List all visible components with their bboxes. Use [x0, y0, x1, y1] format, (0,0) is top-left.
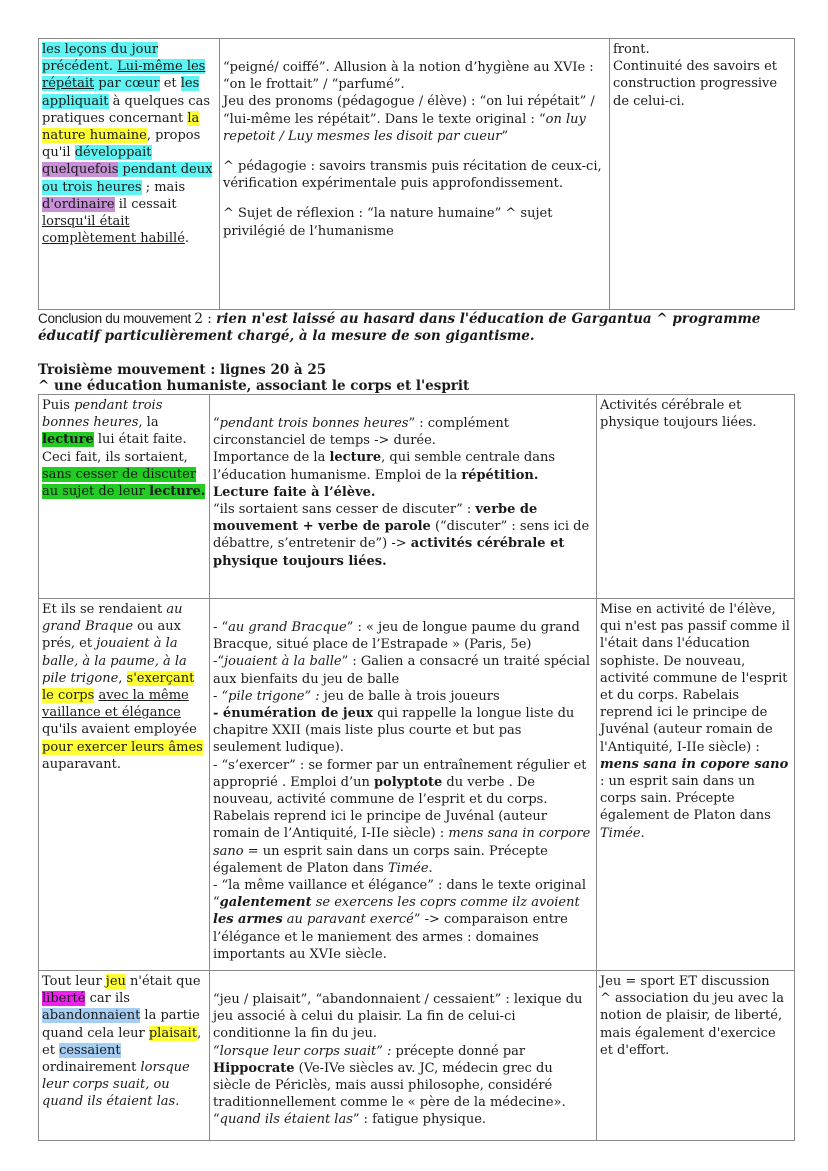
analysis-paragraph: “pendant trois bonnes heures” : complément circonstanciel de temps -> durée.	[213, 416, 509, 449]
document-page	[38, 38, 794, 1141]
analysis-paragraph: -“jouaient à la balle” : Galien a consacré un traité spécial aux bienfaits du jeu de balle	[213, 654, 590, 687]
movement-conclusion	[38, 311, 794, 344]
interpretation-cell: Mise en activité de l'élève, qui n'est pas passif comme il l'était dans l'éducation sophiste. De nouveau, activité commune de l'esprit et du corps. Rabelais reprend ici le principe de Juvénal (auteur romain de l'Antiquité, I-IIe siècle) : mens sana in copore sano : un esprit sain dans un corps sain. Précepte également de Platon dans Timée.	[597, 599, 795, 971]
table-row	[39, 599, 795, 971]
interpretation-text: ^ association du jeu avec la notion de plaisir, de liberté, mais également d'exercice et d'effort.	[600, 991, 785, 1058]
interpretation-text: front.	[613, 42, 650, 57]
text-segment: et	[159, 76, 181, 92]
analysis-paragraph: Importance de la lecture, qui semble centrale dans l’éducation humanisme. Emploi de la répétition. Lecture faite à l’élève.	[213, 450, 556, 500]
text-segment: la nature humaine	[42, 110, 200, 144]
section-subtitle: ^ une éducation humaniste, associant le corps et l'esprit	[38, 377, 470, 394]
text-segment: développait	[74, 145, 152, 161]
interpretation-cell	[610, 39, 795, 310]
interpretation-text: Continuité des savoirs et construction progressive de celui-ci.	[613, 59, 778, 109]
text-segment: il cessait	[114, 196, 177, 212]
analysis-cell	[210, 395, 597, 599]
interpretation-text: Jeu = sport ET discussion	[600, 974, 770, 989]
analysis-paragraph: Jeu des pronoms (pédagogue / élève) : “on lui répétait” / “lui-même les répétait”. Dans le texte original : “on luy repetoit / Luy mesmes les disoit par cueur”	[223, 94, 595, 144]
text-excerpt-cell	[39, 39, 220, 310]
text-segment: Lui-même les répétait	[42, 59, 206, 92]
analysis-table-movement-2	[38, 38, 795, 310]
conclusion-text: rien n'est laissé au hasard dans l'éducation de Gargantua ^ programme éducatif particulièrement chargé, à la mesure de son gigantisme.	[38, 311, 761, 344]
analysis-paragraph: “lorsque leur corps suait” : précepte donné par Hippocrate (Ve-IVe siècles av. JC, médecin grec du siècle de Périclès, mais aussi philosophe, considéré traditionnellement comme le « père de la médecine».	[213, 1043, 566, 1111]
analysis-cell	[210, 599, 597, 971]
analysis-paragraph: “peigné/ coiffé”. Allusion à la notion d’hygiène au XVIe : “on le frottait” / “parfumé”.	[223, 60, 594, 93]
text-segment: , propos qu'il	[42, 128, 201, 161]
analysis-paragraph: - “au grand Bracque” : « jeu de longue paume du grand Bracque, situé place de l’Estrapade » (Paris, 5e)	[213, 620, 580, 653]
section-title: Troisième mouvement : lignes 20 à 25	[38, 362, 327, 378]
text-excerpt-cell: Puis pendant trois bonnes heures, la lecture lui était faite. Ceci fait, ils sortaient, sans cesser de discuter au sujet de leur lecture.	[39, 395, 210, 599]
analysis-paragraph: - “s’exercer” : se former par un entraînement régulier et approprié . Emploi d’un polyptote du verbe . De nouveau, activité commune de l’esprit et du corps. Rabelais reprend ici le principe de Juvénal (auteur romain de l’Antiquité, I-IIe siècle) : mens sana in corpore sano = un esprit sain dans un corps sain. Précepte également de Platon dans Timée.	[213, 757, 591, 876]
analysis-paragraph: - énumération de jeux qui rappelle la longue liste du chapitre XXII (mais liste plus courte et but pas seulement ludique).	[213, 706, 575, 756]
text-segment: ; mais	[141, 179, 186, 195]
text-segment: pendant deux ou trois heures	[42, 162, 213, 195]
analysis-paragraph: - “la même vaillance et élégance” : dans le texte original “galentement se exercens les coprs comme ilz avoient les armes au paravant exercé” -> comparaison entre l’élégance et le maniement des armes : domaines importants au XVIe siècle.	[213, 878, 586, 962]
text-segment: d'ordinaire	[42, 196, 115, 212]
text-segment: les leçons du jour précédent.	[42, 42, 159, 75]
analysis-paragraph: ^ pédagogie : savoirs transmis puis récitation de ceux-ci, vérification expérimentale puis approfondissement.	[223, 159, 602, 192]
conclusion-label: Conclusion du mouvement	[38, 311, 195, 326]
text-segment: à quelques cas pratiques concernant	[42, 93, 211, 126]
analysis-paragraph: “jeu / plaisait”, “abandonnaient / cessaient” : lexique du jeu associé à celui du plaisir. La fin de celui-ci conditionne la fin du jeu.	[213, 992, 583, 1042]
conclusion-number: 2 :	[194, 311, 217, 327]
table-row	[39, 39, 795, 310]
table-row	[39, 971, 795, 1141]
analysis-cell	[220, 39, 610, 310]
text-segment: par cœur	[94, 76, 160, 92]
analysis-paragraph: “ils sortaient sans cesser de discuter” : verbe de mouvement + verbe de parole (“discuter” : sens ici de débattre, s’entretenir de”) -> activités cérébrale et physique toujours liées.	[213, 502, 590, 569]
text-segment: les appliquait	[42, 76, 200, 109]
text-excerpt-cell: Et ils se rendaient au grand Braque ou aux prés, et jouaient à la balle, à la paume, à la pile trigone, s'exerçant le corps avec la même vaillance et élégance qu'ils avaient employée pour exercer leurs âmes auparavant.	[39, 599, 210, 971]
text-segment: .	[184, 231, 190, 247]
interpretation-cell: Activités cérébrale et physique toujours liées.	[597, 395, 795, 599]
analysis-paragraph: ^ Sujet de réflexion : “la nature humaine” ^ sujet privilégié de l’humanisme	[223, 206, 553, 239]
analysis-paragraph: “quand ils étaient las” : fatigue physique.	[213, 1112, 487, 1128]
section-heading	[38, 363, 794, 394]
interpretation-cell	[597, 971, 795, 1141]
analysis-paragraph: - “pile trigone” : jeu de balle à trois joueurs	[213, 688, 500, 704]
table-row	[39, 395, 795, 599]
analysis-table-movement-3	[38, 394, 795, 1141]
text-excerpt-cell: Tout leur jeu n'était que liberté car ils abandonnaient la partie quand cela leur plaisait, et cessaient ordinairement lorsque leur corps suait, ou quand ils étaient las.	[39, 971, 210, 1141]
text-segment: lorsqu'il était complètement habillé	[42, 214, 185, 247]
analysis-cell	[210, 971, 597, 1141]
text-segment: quelquefois	[42, 162, 119, 178]
